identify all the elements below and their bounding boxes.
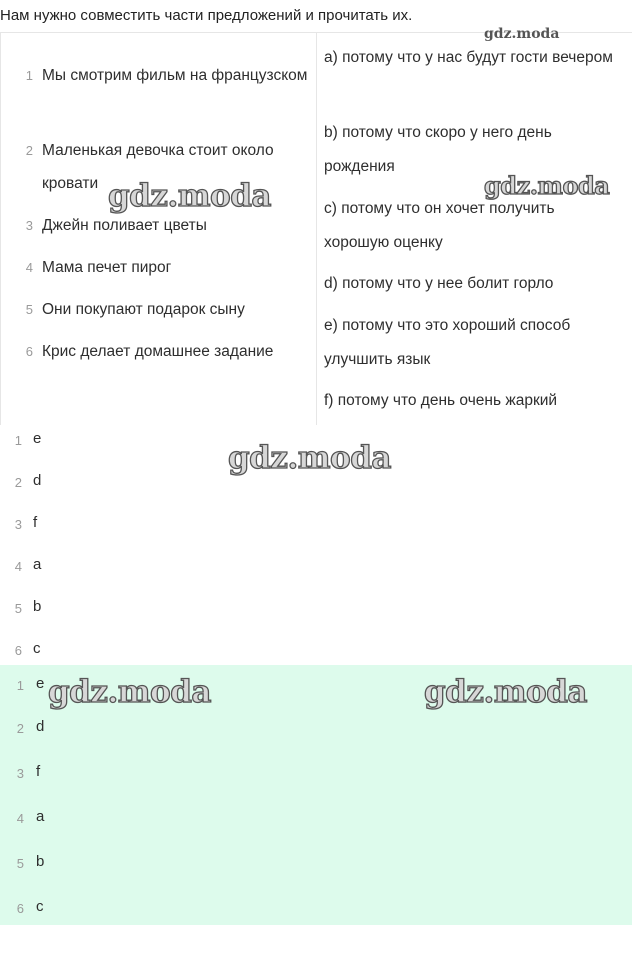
right-item: d) потому что у нее болит горло [324,275,554,292]
watermark-logo: gdz.moda [228,440,391,476]
left-item [1,251,315,284]
answer-row [0,552,632,582]
left-item [1,335,315,368]
left-item-number: 5 [25,302,33,317]
answer-number: 6 [16,901,24,916]
answer-value: a [33,556,42,573]
highlighted-answer-row [0,759,632,789]
answer-value: b [36,853,45,870]
answer-number: 6 [14,643,22,658]
answer-number: 4 [14,559,22,574]
left-item-text: Маленькая девочка стоит около кровати [42,142,274,192]
right-item: f) потому что день очень жаркий [324,392,558,409]
column-divider [316,33,317,425]
answer-value: f [33,514,38,531]
answer-value: e [33,430,42,447]
watermark-logo: gdz.moda [484,26,560,42]
watermark-logo: gdz.moda [48,674,211,710]
answer-value: c [33,640,41,657]
left-item-number: 1 [25,68,33,83]
left-item-text: Крис делает домашнее задание [42,343,274,360]
right-item: c) потому что он хочет получить хорошую оценку [324,200,555,251]
right-item: a) потому что у нас будут гости вечером [324,49,613,66]
left-item-number: 6 [25,344,33,359]
answer-value: a [36,808,45,825]
answer-number: 3 [14,517,22,532]
left-item-number: 3 [25,218,33,233]
highlighted-answer-row [0,849,632,879]
answer-number: 2 [14,475,22,490]
answer-number: 4 [16,811,24,826]
answer-number: 2 [16,721,24,736]
left-item-text: Они покупают подарок сыну [42,301,245,318]
answer-number: 5 [16,856,24,871]
answer-row [0,510,632,540]
watermark-logo: gdz.moda [108,178,271,214]
right-item: e) потому что это хороший способ улучшить язык [324,317,571,368]
answer-value: b [33,598,42,615]
highlighted-answer-row [0,714,632,744]
left-item [1,293,315,326]
left-item-text: Мы смотрим фильм на французском [42,67,308,84]
left-item-number: 2 [25,143,33,158]
matching-table [0,32,632,425]
highlighted-answer-row [0,894,632,924]
right-item: b) потому что скоро у него день рождения [324,124,552,175]
highlighted-answer-row [0,804,632,834]
answer-value: d [36,718,45,735]
answer-value: f [36,763,41,780]
left-item-text: Джейн поливает цветы [42,217,207,234]
answer-value: e [36,675,45,692]
watermark-logo: gdz.moda [424,674,587,710]
left-item-text: Мама печет пирог [42,259,172,276]
answer-number: 1 [16,678,24,693]
answer-number: 5 [14,601,22,616]
answer-value: d [33,472,42,489]
left-item-number: 4 [25,260,33,275]
task-instruction: Нам нужно совместить части предложений и прочитать их. [0,7,413,24]
answer-number: 1 [14,433,22,448]
left-item [1,59,315,125]
watermark-logo: gdz.moda [484,171,610,200]
answer-value: c [36,898,44,915]
answer-row [0,636,632,666]
answer-row [0,594,632,624]
answer-number: 3 [16,766,24,781]
